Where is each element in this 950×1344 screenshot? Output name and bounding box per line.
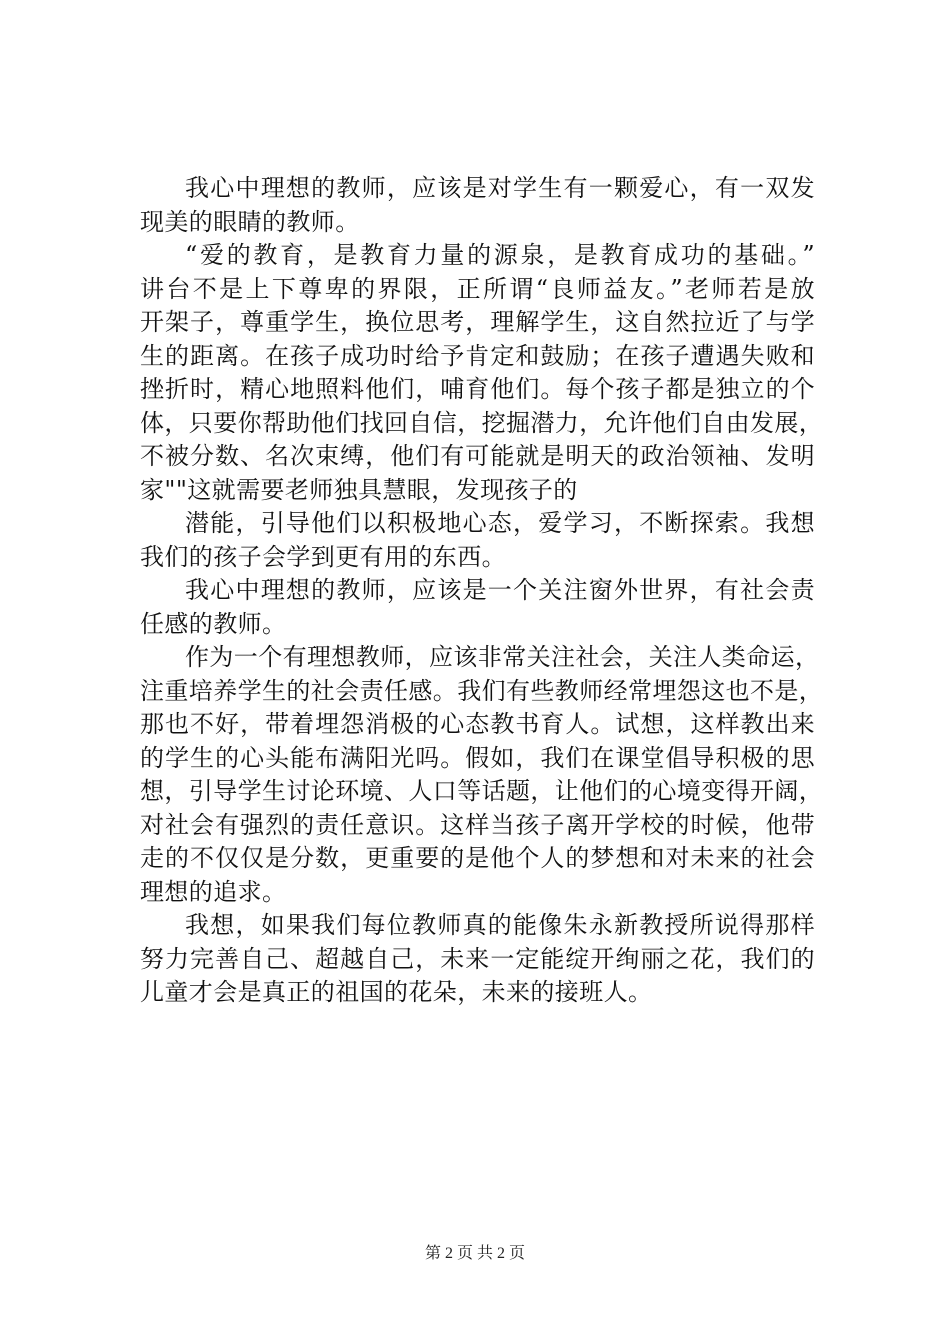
- text-line: 想，引导学生讨论环境、人口等话题，让他们的心境变得开阔，: [140, 777, 824, 805]
- text-line: 我们的孩子会学到更有用的东西。: [140, 542, 506, 571]
- document-body: [140, 172, 824, 1010]
- text-line: 任感的教师。: [140, 609, 287, 638]
- text-line: 儿童才会是真正的祖国的花朵，未来的接班人。: [140, 978, 653, 1006]
- text-line: 潜能，引导他们以积极地心态，爱学习，不断探索。我想: [185, 509, 815, 537]
- text-line: 现美的眼睛的教师。: [140, 207, 360, 236]
- text-line: 不被分数、名次束缚，他们有可能就是明天的政治领袖、发明: [140, 442, 815, 470]
- text-line: 挫折时，精心地照料他们，哺育他们。每个孩子都是独立的个: [140, 375, 815, 403]
- text-line: 作为一个有理想教师，应该非常关注社会，关注人类命运，: [185, 643, 820, 671]
- text-line: 讲台不是上下尊卑的界限，正所谓“良师益友。”老师若是放: [140, 274, 815, 303]
- text-line: 努力完善自己、超越自己，未来一定能绽开绚丽之花，我们的: [140, 944, 815, 973]
- text-line: 的学生的心头能布满阳光吗。假如，我们在课堂倡导积极的思: [140, 743, 815, 772]
- text-line: 家""这就需要老师独具慧眼，发现孩子的: [140, 475, 578, 504]
- page-footer: 第 2 页 共 2 页: [424, 1245, 525, 1262]
- text-line: 对社会有强烈的责任意识。这样当孩子离开学校的时候，他带: [140, 810, 815, 839]
- text-line: “爱的教育，是教育力量的源泉，是教育成功的基础。”: [185, 241, 815, 269]
- text-line: 我心中理想的教师，应该是对学生有一颗爱心，有一双发: [185, 174, 815, 202]
- text-line: 体，只要你帮助他们找回自信，挖掘潜力，允许他们自由发展，: [140, 408, 824, 437]
- text-line: 我想，如果我们每位教师真的能像朱永新教授所说得那样: [185, 911, 815, 939]
- text-line: 我心中理想的教师，应该是一个关注窗外世界，有社会责: [185, 576, 815, 604]
- text-line: 走的不仅仅是分数，更重要的是他个人的梦想和对未来的社会: [140, 844, 815, 872]
- text-line: 开架子，尊重学生，换位思考，理解学生，这自然拉近了与学: [140, 308, 815, 336]
- text-line: 那也不好，带着埋怨消极的心态教书育人。试想，这样教出来: [140, 710, 815, 738]
- text-line: 理想的追求。: [140, 877, 287, 906]
- text-line: 生的距离。在孩子成功时给予肯定和鼓励；在孩子遭遇失败和: [140, 341, 815, 370]
- text-line: 注重培养学生的社会责任感。我们有些教师经常埋怨这也不是，: [140, 676, 824, 705]
